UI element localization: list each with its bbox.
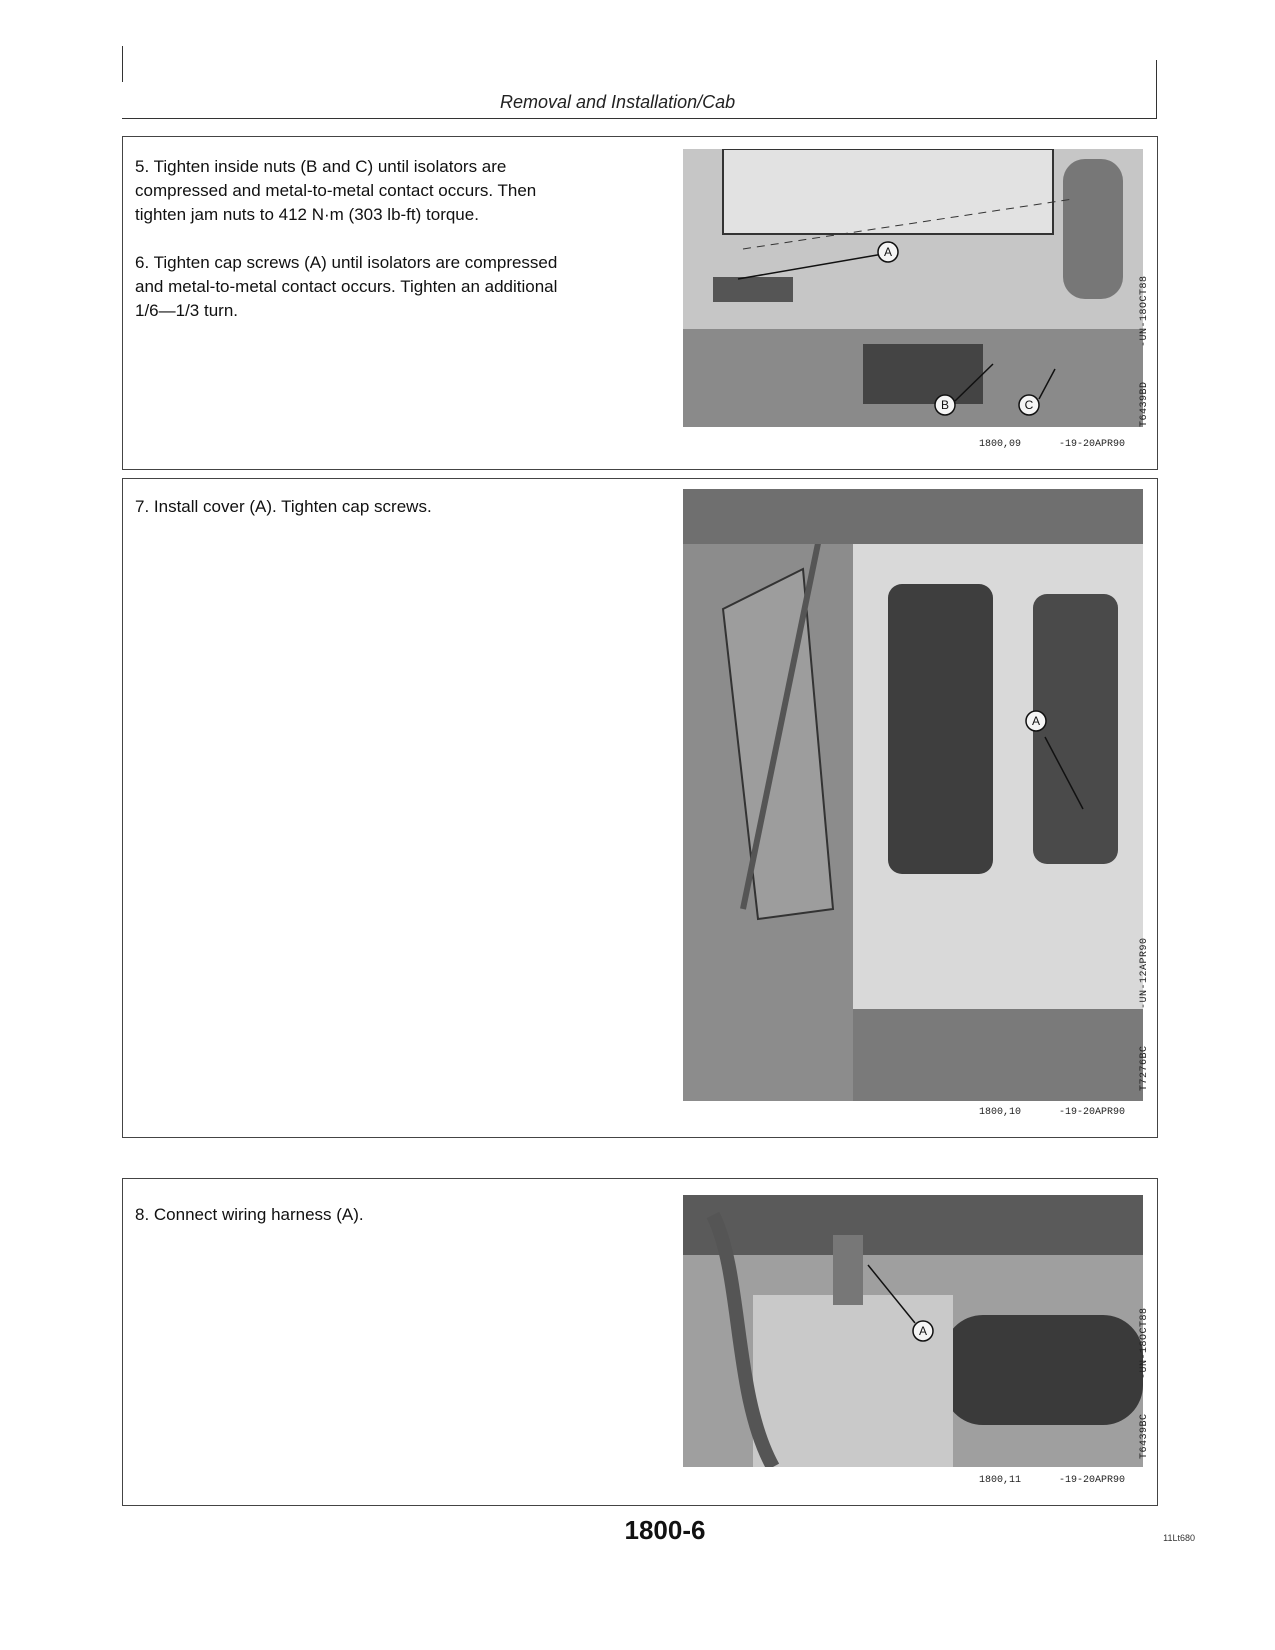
- header-right-rule: [1156, 60, 1157, 118]
- photo-wiring-harness: [683, 1195, 1143, 1467]
- page-number: 1800-6: [624, 1515, 706, 1545]
- page-header-title: Removal and Installation/Cab: [500, 92, 736, 112]
- image-code: T6439BD: [1139, 381, 1150, 427]
- image-date-code-3: -UN-18OCT88: [1139, 1307, 1150, 1379]
- figure-ref-right-3: -19-20APR90: [1059, 1475, 1126, 1486]
- step-section-2: [122, 478, 1158, 1138]
- figure-ref-right: -19-20APR90: [1059, 439, 1126, 450]
- photo-cab-mounts: [683, 149, 1143, 427]
- callout-label-a: A: [883, 245, 893, 259]
- figure-ref-left-2: 1800,10: [979, 1107, 1022, 1118]
- figure-ref-left-3: 1800,11: [979, 1475, 1022, 1486]
- header-underline: [122, 118, 1157, 119]
- image-code-3: T6439BC: [1139, 1413, 1150, 1459]
- header-left-rule: [122, 46, 123, 82]
- image-date-code-2: -UN-12APR90: [1139, 937, 1150, 1009]
- footer-code: 11Lt680: [1163, 1533, 1195, 1543]
- step-section-3: [122, 1178, 1158, 1506]
- callout-label-a-2: A: [1031, 714, 1041, 728]
- callout-label-b: B: [940, 398, 950, 412]
- step-text-8: 8. Connect wiring harness (A).: [135, 1205, 364, 1224]
- callout-label-a-3: A: [918, 1324, 928, 1338]
- image-code-2: T7276BC: [1139, 1045, 1150, 1091]
- step-text-7: 7. Install cover (A). Tighten cap screws.: [135, 497, 432, 516]
- callout-label-c: C: [1024, 398, 1034, 412]
- figure-ref-left: 1800,09: [979, 439, 1022, 450]
- step-text-5-6: 5. Tighten inside nuts (B and C) until isolators are compressed and metal-to-metal contact occurs. Then tighten jam nuts to 412 N·m (303 lb-ft) torque. 6. Tighten cap screws (A) until isolators are compressed and metal-to-metal contact occurs. Tighten an additional 1/6—1/3 turn.: [135, 157, 558, 320]
- image-date-code: -UN-18OCT88: [1139, 275, 1150, 347]
- step-section-1: [122, 136, 1158, 470]
- figure-ref-right-2: -19-20APR90: [1059, 1107, 1126, 1118]
- photo-cab-cover: [683, 489, 1143, 1101]
